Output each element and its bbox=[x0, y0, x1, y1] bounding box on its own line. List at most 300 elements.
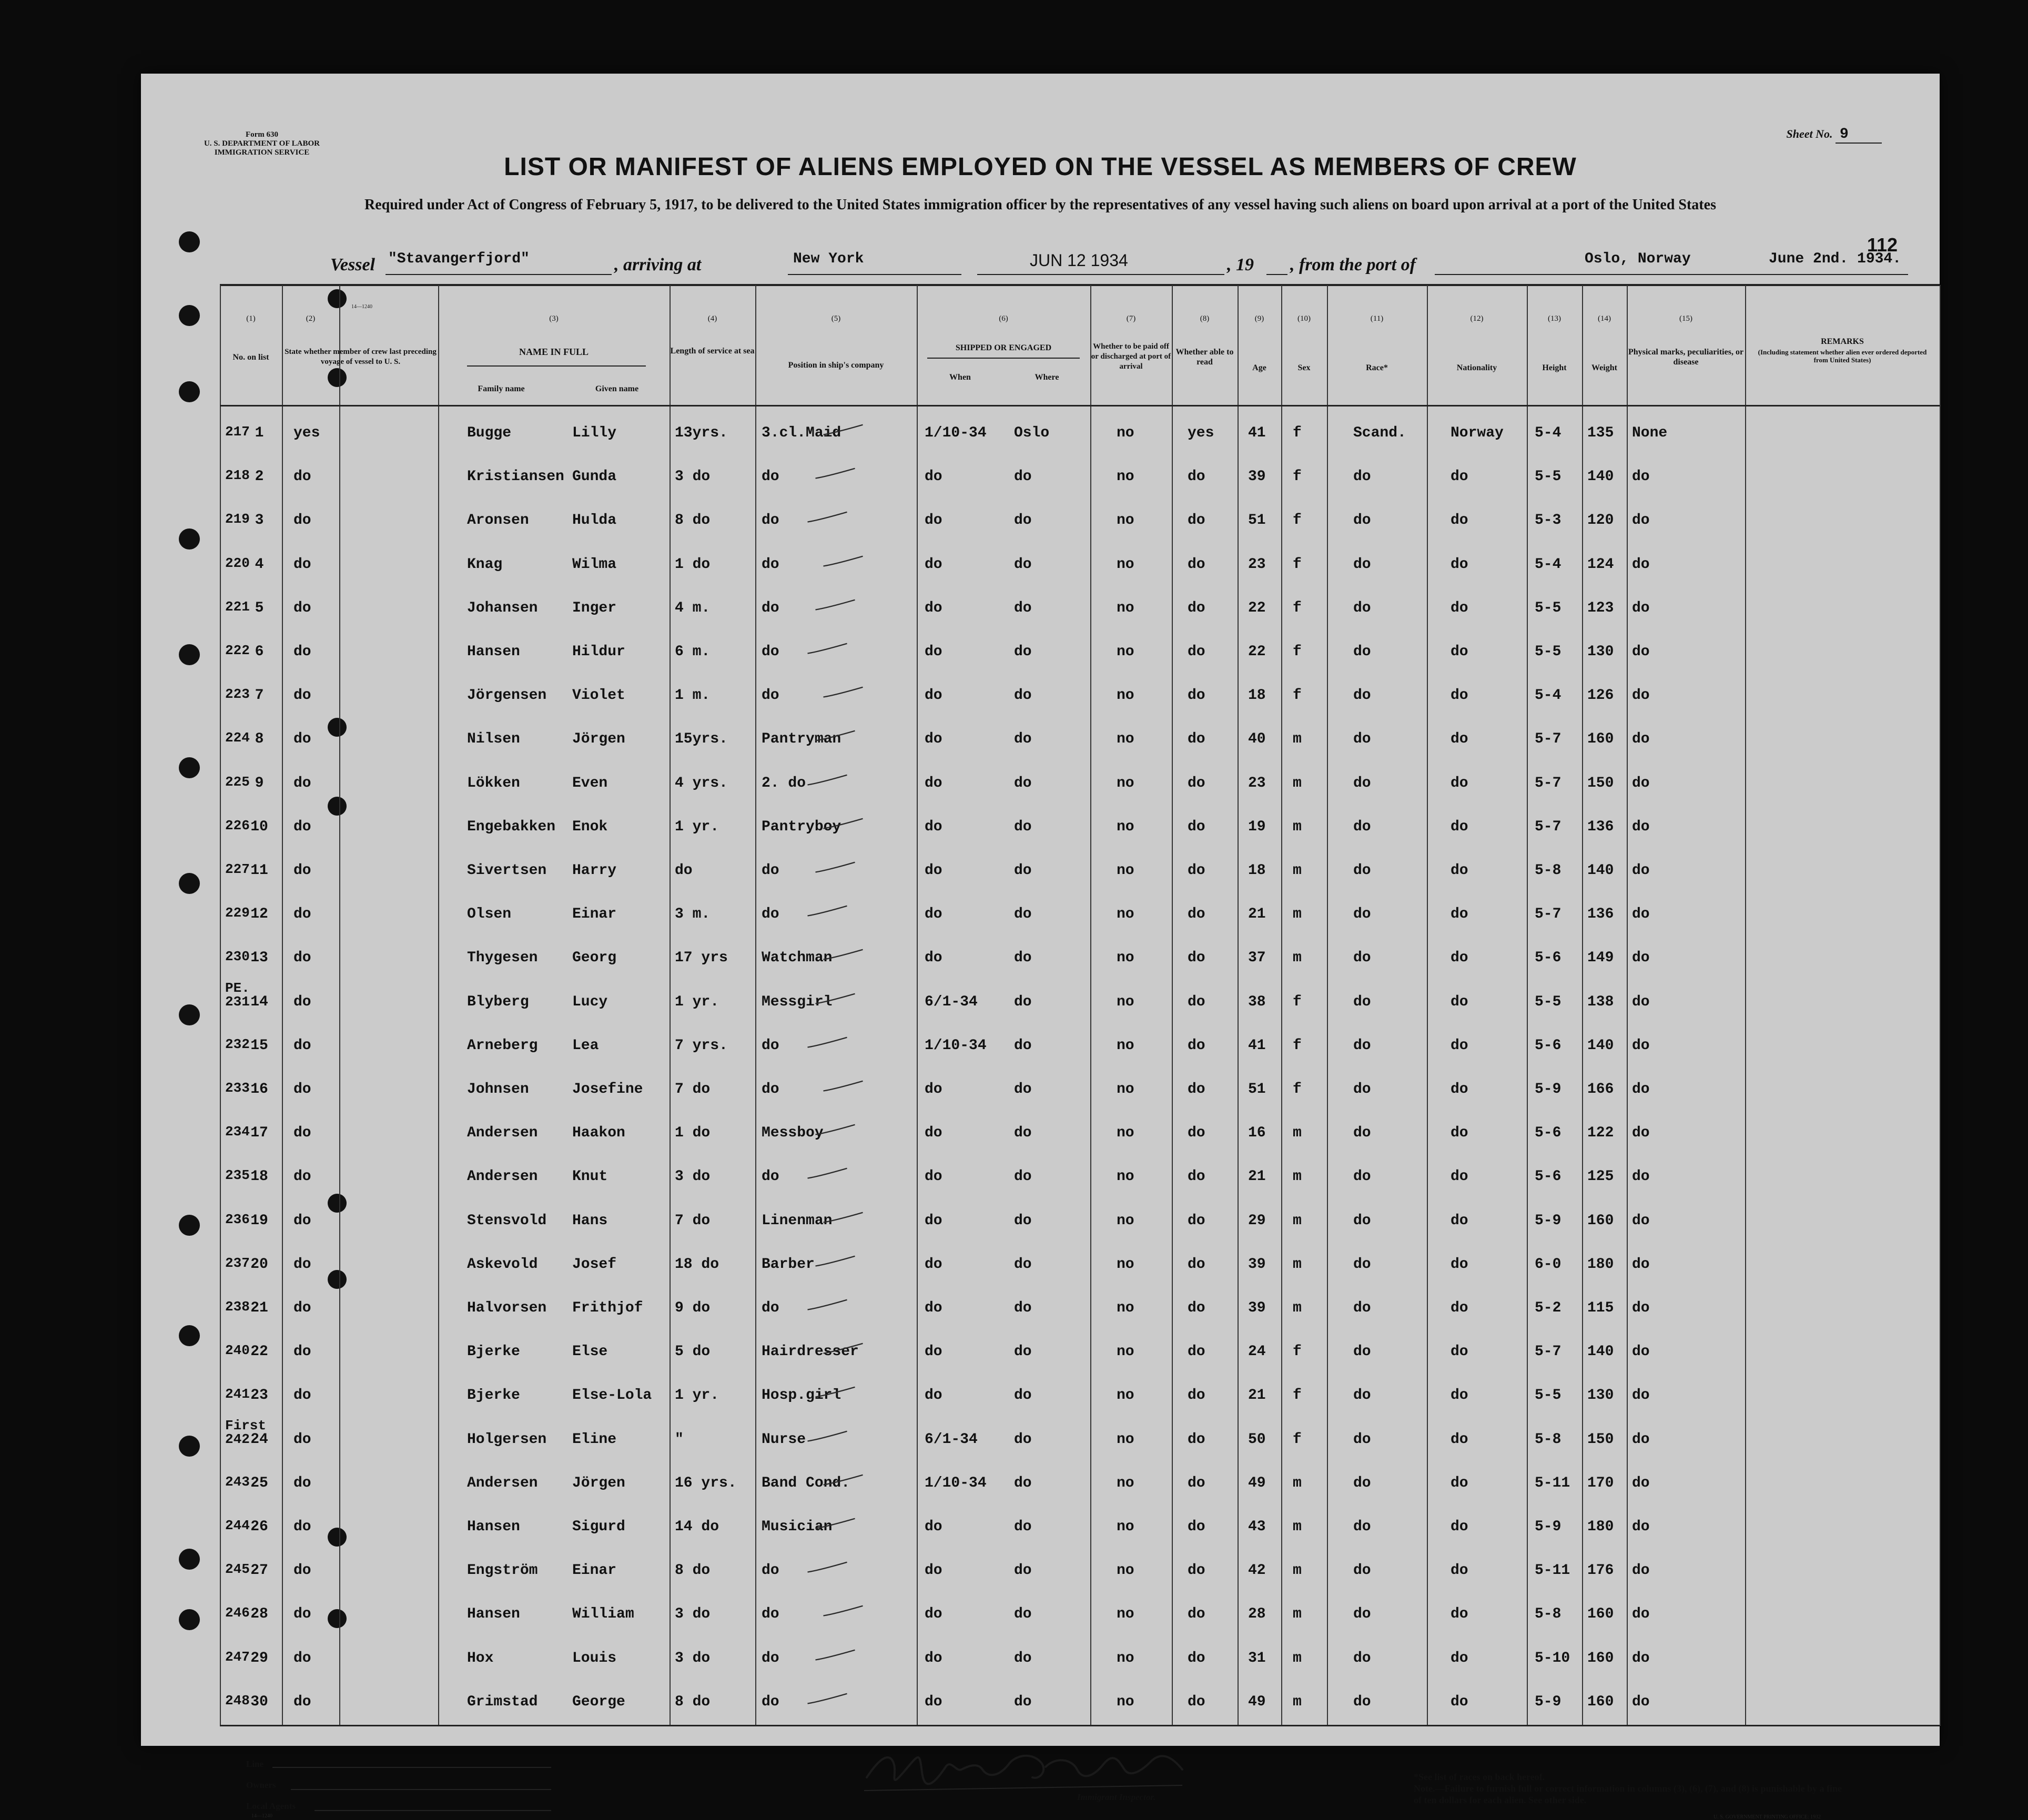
row-given-name: Sigurd bbox=[572, 1519, 625, 1535]
check-mark bbox=[817, 1604, 869, 1620]
column-number: (15) bbox=[1679, 314, 1692, 323]
row-paid-off: no bbox=[1117, 775, 1134, 791]
row-length-of-service: 17 yrs bbox=[675, 950, 728, 966]
row-shipped-where: do bbox=[1014, 775, 1032, 791]
row-sex: m bbox=[1293, 906, 1302, 922]
row-paid-off: no bbox=[1117, 644, 1134, 660]
row-able-to-read: do bbox=[1188, 600, 1205, 616]
from-port-label: , from the port of bbox=[1290, 255, 1416, 274]
punch-hole bbox=[179, 1549, 200, 1570]
punch-hole bbox=[328, 368, 347, 387]
row-shipped-when: do bbox=[925, 644, 942, 660]
row-crew-member: do bbox=[293, 512, 311, 528]
row-position: do bbox=[762, 1694, 779, 1710]
row-crew-member: do bbox=[293, 1694, 311, 1710]
service-name: IMMIGRATION SERVICE bbox=[214, 148, 310, 157]
header-race: Race* bbox=[1366, 363, 1388, 372]
row-paid-off: no bbox=[1117, 819, 1134, 835]
vessel-name-underline bbox=[386, 274, 612, 275]
row-weight: 140 bbox=[1587, 1344, 1614, 1360]
punch-hole bbox=[328, 1194, 347, 1213]
row-paid-off: no bbox=[1117, 556, 1134, 573]
row-given-name: Josefine bbox=[572, 1081, 643, 1097]
row-age: 41 bbox=[1248, 425, 1266, 441]
row-list-number: 14 bbox=[250, 994, 268, 1010]
row-position: Band Cond. bbox=[762, 1475, 850, 1491]
row-weight: 140 bbox=[1587, 1038, 1614, 1054]
row-nationality: do bbox=[1451, 1125, 1468, 1141]
row-ref-number: 236 bbox=[225, 1212, 250, 1227]
row-position: Linenman bbox=[762, 1213, 833, 1229]
arriving-label: , arriving at bbox=[614, 255, 702, 274]
column-number: (4) bbox=[707, 314, 717, 323]
row-list-number: 21 bbox=[250, 1300, 268, 1316]
column-number: (11) bbox=[1370, 314, 1384, 323]
row-nationality: do bbox=[1451, 1387, 1468, 1404]
row-nationality: do bbox=[1451, 994, 1468, 1010]
row-shipped-when: do bbox=[925, 687, 942, 704]
row-shipped-where: do bbox=[1014, 556, 1032, 573]
row-shipped-when: do bbox=[925, 600, 942, 616]
punch-hole bbox=[328, 1609, 347, 1628]
row-sex: f bbox=[1293, 425, 1302, 441]
check-mark bbox=[809, 860, 861, 876]
row-physical-marks: do bbox=[1632, 1344, 1650, 1360]
column-number: (8) bbox=[1200, 314, 1210, 323]
row-sex: m bbox=[1293, 1694, 1302, 1710]
header-paid-off: Whether to be paid off or discharged at port of arrival bbox=[1091, 342, 1171, 371]
row-position: do bbox=[762, 687, 779, 704]
column-rule bbox=[339, 285, 340, 1726]
column-number: (13) bbox=[1548, 314, 1561, 323]
row-position: Pantryboy bbox=[762, 819, 841, 835]
row-race: do bbox=[1353, 1650, 1371, 1666]
row-length-of-service: 18 do bbox=[675, 1256, 719, 1273]
punch-hole bbox=[179, 757, 200, 778]
row-family-name: Lökken bbox=[467, 775, 520, 791]
row-weight: 166 bbox=[1587, 1081, 1614, 1097]
row-list-number: 6 bbox=[255, 644, 264, 660]
row-age: 21 bbox=[1248, 1387, 1266, 1404]
from-port: Oslo, Norway bbox=[1585, 251, 1691, 267]
row-crew-member: do bbox=[293, 1650, 311, 1666]
row-given-name: Hildur bbox=[572, 644, 625, 660]
row-family-name: Olsen bbox=[467, 906, 512, 922]
row-sex: m bbox=[1293, 1519, 1302, 1535]
row-sex: m bbox=[1293, 1650, 1302, 1666]
row-weight: 136 bbox=[1587, 819, 1614, 835]
row-age: 22 bbox=[1248, 644, 1266, 660]
row-shipped-when: do bbox=[925, 1387, 942, 1404]
punch-hole bbox=[179, 1609, 200, 1630]
row-position: Watchman bbox=[762, 950, 833, 966]
row-shipped-where: do bbox=[1014, 1650, 1032, 1666]
row-weight: 160 bbox=[1587, 1694, 1614, 1710]
row-ref-number: First 242 bbox=[225, 1418, 267, 1447]
row-family-name: Askevold bbox=[467, 1256, 538, 1273]
row-age: 31 bbox=[1248, 1650, 1266, 1666]
footer-code: 14—1240 bbox=[251, 1813, 272, 1819]
row-height: 5-8 bbox=[1535, 1431, 1561, 1448]
row-crew-member: do bbox=[293, 1475, 311, 1491]
column-number: (9) bbox=[1254, 314, 1264, 323]
row-paid-off: no bbox=[1117, 1606, 1134, 1622]
row-ref-number: 247 bbox=[225, 1649, 250, 1665]
row-physical-marks: do bbox=[1632, 1562, 1650, 1579]
row-position: do bbox=[762, 862, 779, 879]
row-crew-member: do bbox=[293, 1300, 311, 1316]
row-shipped-when: do bbox=[925, 1519, 942, 1535]
row-ref-number: 219 bbox=[225, 511, 250, 527]
row-crew-member: do bbox=[293, 1387, 311, 1404]
row-given-name: Inger bbox=[572, 600, 617, 616]
row-able-to-read: do bbox=[1188, 1256, 1205, 1273]
row-race: do bbox=[1353, 1606, 1371, 1622]
row-able-to-read: do bbox=[1188, 1431, 1205, 1448]
row-weight: 180 bbox=[1587, 1256, 1614, 1273]
row-age: 49 bbox=[1248, 1694, 1266, 1710]
row-ref-number: 221 bbox=[225, 599, 250, 615]
vessel-line bbox=[330, 251, 1908, 281]
row-height: 5-2 bbox=[1535, 1300, 1561, 1316]
row-able-to-read: do bbox=[1188, 1475, 1205, 1491]
row-physical-marks: do bbox=[1632, 731, 1650, 747]
punch-hole bbox=[328, 797, 347, 816]
row-shipped-when: do bbox=[925, 469, 942, 485]
year-label: , 19 bbox=[1227, 255, 1254, 274]
row-race: do bbox=[1353, 1300, 1371, 1316]
header-bottom-rule bbox=[220, 405, 1940, 406]
row-paid-off: no bbox=[1117, 1256, 1134, 1273]
header-weight: Weight bbox=[1591, 363, 1617, 372]
punch-hole bbox=[328, 718, 347, 737]
row-list-number: 27 bbox=[250, 1562, 268, 1579]
row-able-to-read: do bbox=[1188, 1519, 1205, 1535]
row-shipped-when: do bbox=[925, 1344, 942, 1360]
line-field bbox=[272, 1767, 551, 1768]
row-ref-number: 233 bbox=[225, 1080, 250, 1096]
header-physical-marks: Physical marks, peculiarities, or disease bbox=[1628, 348, 1744, 367]
header-sex: Sex bbox=[1297, 363, 1311, 372]
row-paid-off: no bbox=[1117, 1431, 1134, 1448]
row-paid-off: no bbox=[1117, 906, 1134, 922]
row-nationality: do bbox=[1451, 469, 1468, 485]
row-nationality: do bbox=[1451, 512, 1468, 528]
row-position: do bbox=[762, 1038, 779, 1054]
row-crew-member: do bbox=[293, 731, 311, 747]
row-position: Barber bbox=[762, 1256, 815, 1273]
row-paid-off: no bbox=[1117, 1168, 1134, 1185]
name-header-rule bbox=[467, 365, 646, 367]
row-length-of-service: 4 m. bbox=[675, 600, 711, 616]
check-mark bbox=[809, 598, 861, 614]
row-family-name: Johansen bbox=[467, 600, 538, 616]
row-given-name: William bbox=[572, 1606, 634, 1622]
row-paid-off: no bbox=[1117, 512, 1134, 528]
page-subtitle: Required under Act of Congress of February 5, 1917, to be delivered to the United States immigration officer by the representatives of any vessel having such aliens on board upon arrival at a port of the United States bbox=[364, 197, 1716, 213]
row-physical-marks: do bbox=[1632, 1650, 1650, 1666]
row-height: 5-7 bbox=[1535, 731, 1561, 747]
row-age: 19 bbox=[1248, 819, 1266, 835]
row-weight: 122 bbox=[1587, 1125, 1614, 1141]
row-ref-number: 226 bbox=[225, 818, 250, 833]
row-family-name: Bjerke bbox=[467, 1344, 520, 1360]
row-paid-off: no bbox=[1117, 1519, 1134, 1535]
row-ref-number: 246 bbox=[225, 1605, 250, 1621]
row-able-to-read: do bbox=[1188, 469, 1205, 485]
row-length-of-service: 7 do bbox=[675, 1081, 711, 1097]
row-crew-member: yes bbox=[293, 425, 320, 441]
row-height: 5-7 bbox=[1535, 1344, 1561, 1360]
row-race: do bbox=[1353, 862, 1371, 879]
row-race: do bbox=[1353, 1125, 1371, 1141]
row-family-name: Hox bbox=[467, 1650, 494, 1666]
header-remarks-note: (Including statement whether alien ever ordered deported from United States) bbox=[1758, 348, 1927, 364]
check-mark bbox=[801, 1429, 854, 1445]
column-number: (12) bbox=[1470, 314, 1484, 323]
row-race: do bbox=[1353, 775, 1371, 791]
row-physical-marks: do bbox=[1632, 1256, 1650, 1273]
row-shipped-where: do bbox=[1014, 1168, 1032, 1185]
row-given-name: Hulda bbox=[572, 512, 617, 528]
row-height: 6-0 bbox=[1535, 1256, 1561, 1273]
row-shipped-where: do bbox=[1014, 1431, 1032, 1448]
row-sex: f bbox=[1293, 512, 1302, 528]
punch-hole bbox=[328, 1528, 347, 1547]
row-nationality: do bbox=[1451, 644, 1468, 660]
row-shipped-where: do bbox=[1014, 1256, 1032, 1273]
page-number: 112 bbox=[1867, 234, 1898, 256]
form-number: Form 630 bbox=[245, 130, 279, 139]
row-list-number: 28 bbox=[250, 1606, 268, 1622]
check-mark bbox=[817, 948, 869, 963]
row-age: 40 bbox=[1248, 731, 1266, 747]
check-mark bbox=[801, 1298, 854, 1314]
row-position: do bbox=[762, 1650, 779, 1666]
row-weight: 130 bbox=[1587, 1387, 1614, 1404]
check-mark bbox=[801, 773, 854, 789]
row-sex: f bbox=[1293, 469, 1302, 485]
row-position: 3.cl.Maid bbox=[762, 425, 841, 441]
row-race: do bbox=[1353, 1475, 1371, 1491]
row-height: 5-9 bbox=[1535, 1081, 1561, 1097]
row-height: 5-11 bbox=[1535, 1475, 1570, 1491]
row-age: 18 bbox=[1248, 687, 1266, 704]
row-race: do bbox=[1353, 1213, 1371, 1229]
column-number: (1) bbox=[246, 314, 256, 323]
row-crew-member: do bbox=[293, 775, 311, 791]
vessel-label: Vessel bbox=[330, 255, 375, 274]
header-age: Age bbox=[1252, 363, 1266, 372]
row-height: 5-6 bbox=[1535, 1038, 1561, 1054]
shipped-header-rule bbox=[927, 358, 1080, 359]
row-family-name: Engström bbox=[467, 1562, 538, 1579]
row-weight: 150 bbox=[1587, 1431, 1614, 1448]
row-age: 23 bbox=[1248, 556, 1266, 573]
header-nationality: Nationality bbox=[1456, 363, 1497, 372]
row-nationality: do bbox=[1451, 1300, 1468, 1316]
row-able-to-read: do bbox=[1188, 687, 1205, 704]
row-shipped-where: do bbox=[1014, 819, 1032, 835]
row-weight: 180 bbox=[1587, 1519, 1614, 1535]
row-list-number: 25 bbox=[250, 1475, 268, 1491]
row-nationality: do bbox=[1451, 1562, 1468, 1579]
row-physical-marks: do bbox=[1632, 994, 1650, 1010]
row-crew-member: do bbox=[293, 469, 311, 485]
row-list-number: 22 bbox=[250, 1344, 268, 1360]
row-length-of-service: 8 do bbox=[675, 1694, 711, 1710]
row-height: 5-7 bbox=[1535, 906, 1561, 922]
row-height: 5-9 bbox=[1535, 1519, 1561, 1535]
row-list-number: 16 bbox=[250, 1081, 268, 1097]
punch-hole bbox=[179, 1215, 200, 1236]
row-weight: 138 bbox=[1587, 994, 1614, 1010]
row-shipped-when: do bbox=[925, 1168, 942, 1185]
row-age: 42 bbox=[1248, 1562, 1266, 1579]
row-length-of-service: 3 do bbox=[675, 1168, 711, 1185]
row-paid-off: no bbox=[1117, 950, 1134, 966]
row-physical-marks: do bbox=[1632, 1431, 1650, 1448]
row-weight: 160 bbox=[1587, 1650, 1614, 1666]
row-height: 5-4 bbox=[1535, 687, 1561, 704]
row-length-of-service: 13yrs. bbox=[675, 425, 728, 441]
row-sex: m bbox=[1293, 775, 1302, 791]
row-family-name: Halvorsen bbox=[467, 1300, 547, 1316]
row-shipped-when: do bbox=[925, 1650, 942, 1666]
row-family-name: Arneberg bbox=[467, 1038, 538, 1054]
row-sex: m bbox=[1293, 1256, 1302, 1273]
row-length-of-service: 1 m. bbox=[675, 687, 711, 704]
row-list-number: 2 bbox=[255, 469, 264, 485]
check-mark bbox=[817, 685, 869, 701]
row-shipped-where: do bbox=[1014, 862, 1032, 879]
row-race: do bbox=[1353, 644, 1371, 660]
row-nationality: do bbox=[1451, 775, 1468, 791]
row-physical-marks: do bbox=[1632, 775, 1650, 791]
row-height: 5-5 bbox=[1535, 1387, 1561, 1404]
row-family-name: Johnsen bbox=[467, 1081, 529, 1097]
row-physical-marks: do bbox=[1632, 1606, 1650, 1622]
row-crew-member: do bbox=[293, 1038, 311, 1054]
row-physical-marks: do bbox=[1632, 687, 1650, 704]
row-weight: 140 bbox=[1587, 862, 1614, 879]
row-height: 5-6 bbox=[1535, 950, 1561, 966]
check-mark bbox=[817, 817, 869, 832]
row-given-name: Gunda bbox=[572, 469, 617, 485]
row-position: Pantryman bbox=[762, 731, 841, 747]
row-shipped-when: 1/10-34 bbox=[925, 425, 987, 441]
row-sex: f bbox=[1293, 556, 1302, 573]
row-race: do bbox=[1353, 1694, 1371, 1710]
row-nationality: do bbox=[1451, 600, 1468, 616]
row-race: do bbox=[1353, 600, 1371, 616]
check-mark bbox=[817, 1341, 869, 1357]
row-physical-marks: do bbox=[1632, 906, 1650, 922]
row-given-name: Louis bbox=[572, 1650, 617, 1666]
row-ref-number: PE. 231 bbox=[225, 980, 250, 1010]
row-given-name: Eline bbox=[572, 1431, 617, 1448]
inspector-signature bbox=[856, 1741, 1224, 1798]
row-height: 5-5 bbox=[1535, 994, 1561, 1010]
row-family-name: Aronsen bbox=[467, 512, 529, 528]
header-shipped-or-engaged: SHIPPED OR ENGAGED bbox=[955, 343, 1052, 352]
column-rule bbox=[1281, 285, 1282, 1726]
row-height: 5-7 bbox=[1535, 775, 1561, 791]
row-list-number: 10 bbox=[250, 819, 268, 835]
printer-credit: U. S. GOVERNMENT PRINTING OFFICE: 1932 bbox=[1713, 1814, 1821, 1820]
row-shipped-where: do bbox=[1014, 1387, 1032, 1404]
row-paid-off: no bbox=[1117, 1562, 1134, 1579]
row-weight: 115 bbox=[1587, 1300, 1614, 1316]
row-ref-number: 248 bbox=[225, 1693, 250, 1709]
row-position: Nurse bbox=[762, 1431, 806, 1448]
column-rule bbox=[1582, 285, 1583, 1726]
row-shipped-where: do bbox=[1014, 731, 1032, 747]
row-height: 5-5 bbox=[1535, 600, 1561, 616]
row-length-of-service: 6 m. bbox=[675, 644, 711, 660]
column-rule bbox=[755, 285, 756, 1726]
row-list-number: 18 bbox=[250, 1168, 268, 1185]
row-crew-member: do bbox=[293, 1344, 311, 1360]
row-physical-marks: do bbox=[1632, 512, 1650, 528]
row-length-of-service: do bbox=[675, 862, 693, 879]
row-race: do bbox=[1353, 1038, 1371, 1054]
row-given-name: Georg bbox=[572, 950, 617, 966]
row-able-to-read: do bbox=[1188, 731, 1205, 747]
row-position: Messgirl bbox=[762, 994, 833, 1010]
row-sex: f bbox=[1293, 600, 1302, 616]
row-weight: 124 bbox=[1587, 556, 1614, 573]
row-paid-off: no bbox=[1117, 469, 1134, 485]
from-port-underline bbox=[1435, 274, 1908, 275]
row-shipped-when: 6/1-34 bbox=[925, 994, 978, 1010]
row-position: 2. do bbox=[762, 775, 806, 791]
row-shipped-where: do bbox=[1014, 1606, 1032, 1622]
row-given-name: Enok bbox=[572, 819, 608, 835]
row-sex: f bbox=[1293, 1387, 1302, 1404]
row-given-name: Jörgen bbox=[572, 1475, 625, 1491]
row-able-to-read: do bbox=[1188, 1562, 1205, 1579]
row-race: do bbox=[1353, 469, 1371, 485]
row-ref-number: 230 bbox=[225, 949, 250, 964]
row-sex: f bbox=[1293, 1081, 1302, 1097]
row-sex: m bbox=[1293, 1475, 1302, 1491]
local-agents-field bbox=[315, 1810, 551, 1811]
row-weight: 135 bbox=[1587, 425, 1614, 441]
row-weight: 160 bbox=[1587, 1606, 1614, 1622]
row-length-of-service: 3 m. bbox=[675, 906, 711, 922]
column-rule bbox=[282, 285, 283, 1726]
row-given-name: Violet bbox=[572, 687, 625, 704]
footnote-note: Note.—Failure to furnish full or correct information in columns (3), (6), (7), and (8) is punishable by a fine of ten dollars for each alien. See other side. bbox=[1414, 1783, 1842, 1805]
row-nationality: do bbox=[1451, 819, 1468, 835]
row-race: do bbox=[1353, 1431, 1371, 1448]
row-physical-marks: do bbox=[1632, 1300, 1650, 1316]
header-name-in-full: NAME IN FULL bbox=[519, 347, 589, 357]
row-length-of-service: 4 yrs. bbox=[675, 775, 728, 791]
row-paid-off: no bbox=[1117, 1650, 1134, 1666]
row-race: do bbox=[1353, 1519, 1371, 1535]
page-title: LIST OR MANIFEST OF ALIENS EMPLOYED ON THE VESSEL AS MEMBERS OF CREW bbox=[504, 153, 1577, 181]
row-age: 22 bbox=[1248, 600, 1266, 616]
row-paid-off: no bbox=[1117, 862, 1134, 879]
row-shipped-where: Oslo bbox=[1014, 425, 1050, 441]
row-nationality: do bbox=[1451, 1606, 1468, 1622]
row-list-number: 11 bbox=[250, 862, 268, 879]
row-list-number: 9 bbox=[255, 775, 264, 791]
punch-hole bbox=[328, 289, 347, 308]
row-age: 24 bbox=[1248, 1344, 1266, 1360]
